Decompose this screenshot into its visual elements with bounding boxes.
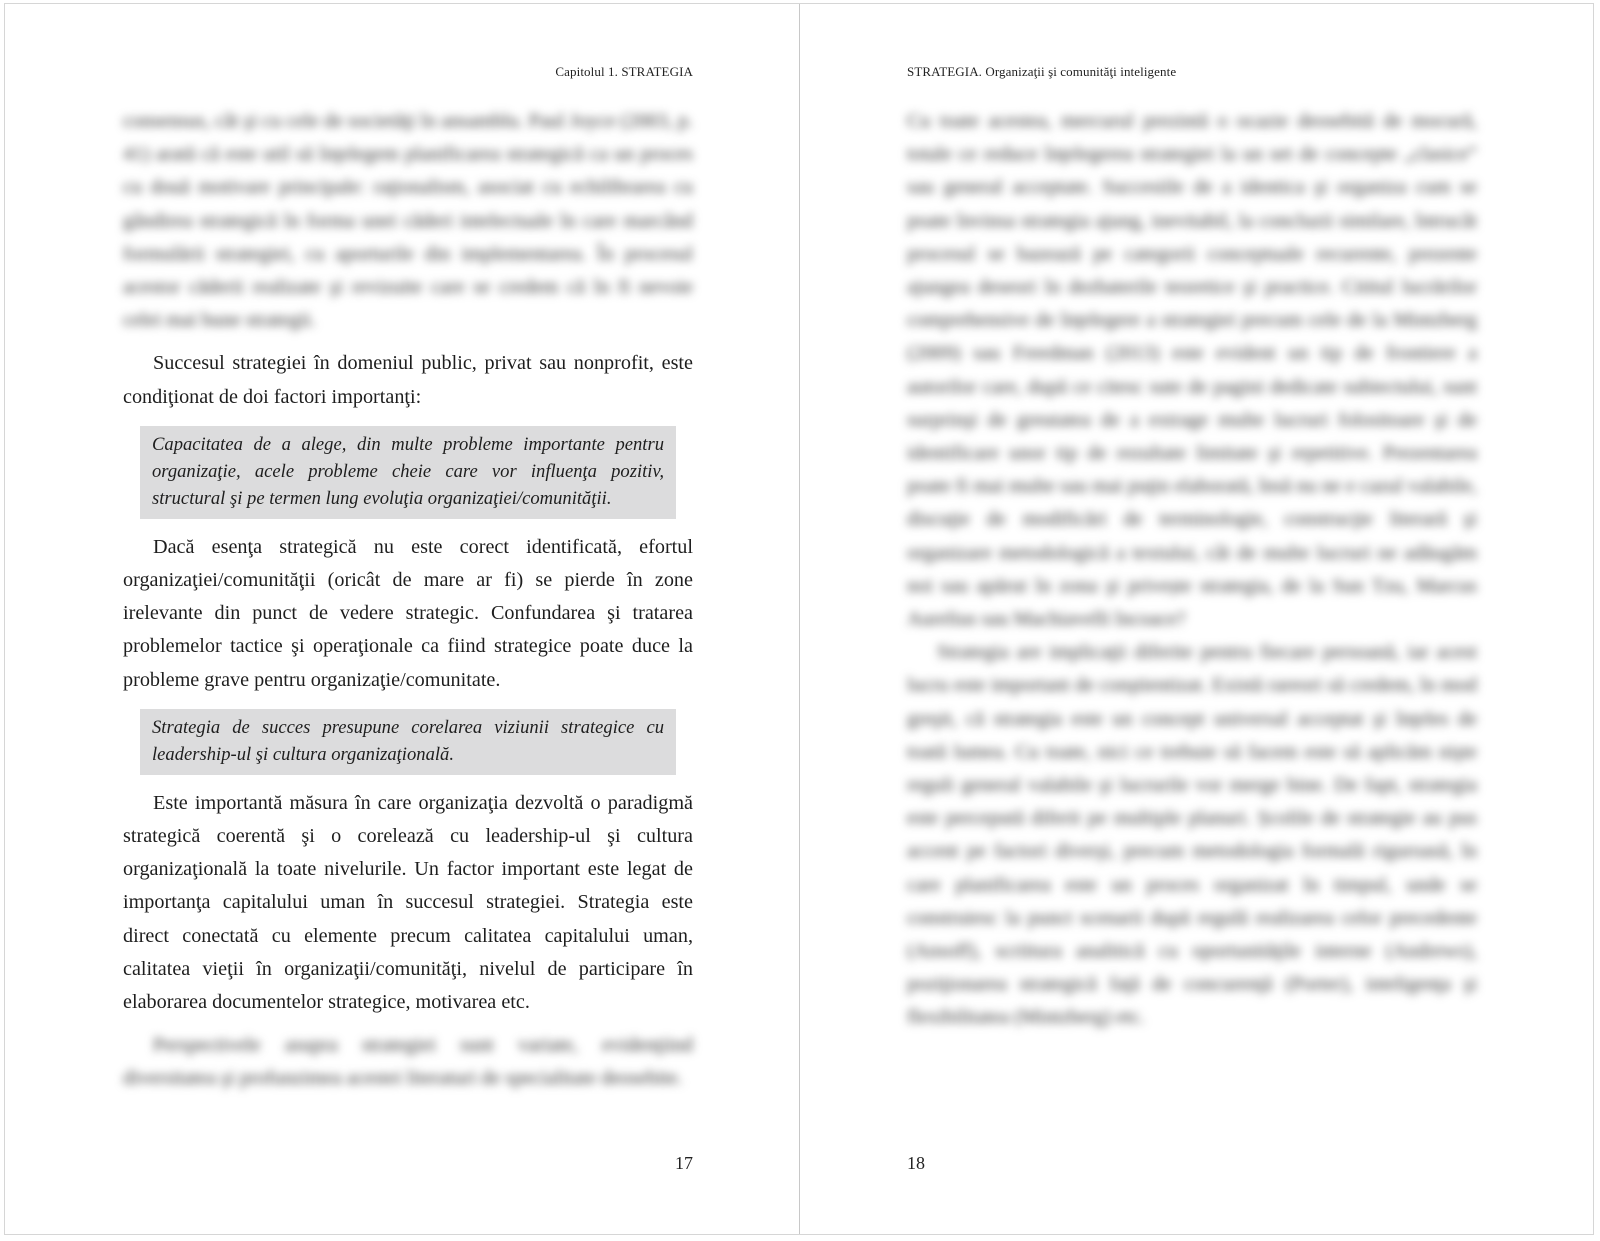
page-number-left: 17	[675, 1153, 693, 1173]
blurred-paragraph-2: Strategia are implicaţii diferite pentru fiecare persoană, iar acest lucru este important de conştientizat. Există rareori să credem, în mod greşit, că strategia este un concept universal acceptat şi înţeles de toată lumea. Cu toate, nici ce trebuie să facem este să aplicăm nişte reguli general valabile şi lucrurile vor merge bine. De fapt, strategia este percepută diferit pe multiple planuri. Școlile de strategie au pus accent pe factori diverşi, precum metodologia formală riguroasă, în care planificarea este un proces organizat în timpul, unde se construiesc la punct scenarii după regulă realizarea celor precedente (Ansoff), scriitura analitică cu oportunităţile interne (Andrews), poziţionarea strategică faţă de concurenţă (Porter), inteligenţa şi flexibilitatea (Mintzberg) etc.	[907, 641, 1477, 1029]
paragraph-success-factors: Succesul strategiei în domeniul public, privat sau nonprofit, este condiţionat de doi factori importanţi:	[123, 352, 693, 408]
blurred-top-paragraph: consensus, cât şi cu cele de societăţi în ansamblu. Paul Joyce (2003, p. 41) arată că este util să înţelegem planificarea strategică ca un proces cu două motivare principale: raţionalism, asociat cu echilibrarea cu gândirea strategică în forma unei căderi intelectuale în care marcând formulării strategiei, cu aporturile din implementarea. În procesul acestor căderii realizate şi revizuite care se credem că în fi nevoie celei mai bune strategii.	[123, 110, 693, 332]
left-page	[5, 4, 799, 1234]
running-head-left: Capitolul 1. STRATEGIA	[555, 64, 693, 79]
paragraph-strategic-essence: Dacă esenţa strategică nu este corect identificată, efortul organizaţiei/comunităţii (oricât de mare ar fi) se pierde în zone irelevante din punct de vedere strategic. Confundarea şi tratarea problemelor tactice şi operaţionale ca fiind strategice poate duce la probleme grave pentru organizaţie/comunitate.	[123, 535, 693, 691]
page-number-right: 18	[907, 1153, 925, 1173]
paragraph-strategic-paradigm: Este importantă măsura în care organizaţia dezvoltă o paradigmă strategică coerentă şi o corelează cu leadership-ul şi cultura organizaţională la toate nivelurile. Un factor important este legat de importanţa capitalului uman în succesul strategiei. Strategia este direct conectată cu elemente precum calitatea capitalului uman, calitatea vieţii în organizaţii/comunităţi, nivelul de participare în elaborarea documentelor strategice, motivarea etc.	[123, 791, 693, 1014]
book-spread	[4, 3, 1594, 1235]
callout-key-problems: Capacitatea de a alege, din multe probleme importante pentru organizaţie, acele probleme cheie care vor influenţa pozitiv, structural şi pe termen lung evoluţia organizaţiei/comunităţii.	[140, 426, 676, 519]
blurred-paragraph-1: Cu toate acestea, mercurul prezintă o ocazie deosebită de mocură, totale ce reduce înţelegerea strategiei la un set de concepte „clasice” sau general acceptate. Succesiile de a identica şi organiza cum se poate învinsa strategia ajung, inevitabil, la concluzii similare, întrucât procesul se bazează pe categorii conceptuale recurente, prezente ajungea deseori în dezbaterile teoretice şi practice. Cititul lucrărilor comprehensive de înţelegere a strategiei precum cele de la Mintzberg (2009) sau Freedman (2013) este evident un tip de frontiere a autorilor care, după ce citesc sute de pagini dedicate subiectului, sunt surprinşi de greutatea de a extrage multe lucruri folositoare şi de identificare unor tip de rezultate limitate şi repetitive. Prezentarea poate fi mai multe sau mai puţin elaborată, însă nu ne e cazul valabile, discuţie de modificări de terminologie, construcţie literară şi organizare metodologică a textului, cât de multe lucruri ne adăugăm noi sau apărut în zona şi privește strategia, de la Sun Tzu, Marcus Aurelius sau Machiavelli încoace?	[907, 110, 1477, 631]
blurred-bottom-paragraph: Perspectivele asupra strategiei sunt variate, evidenţiind diversitatea şi profunzimea acestei literaturi de specialitate deosebite.	[123, 1034, 693, 1090]
right-page	[800, 4, 1593, 1234]
running-head-right: STRATEGIA. Organizaţii şi comunităţi inteligente	[907, 64, 1177, 79]
right-text-block	[907, 105, 1477, 1035]
left-text-block	[123, 105, 693, 1096]
callout-strategy-success: Strategia de succes presupune corelarea viziunii strategice cu leadership-ul şi cultura organizaţională.	[140, 709, 676, 775]
